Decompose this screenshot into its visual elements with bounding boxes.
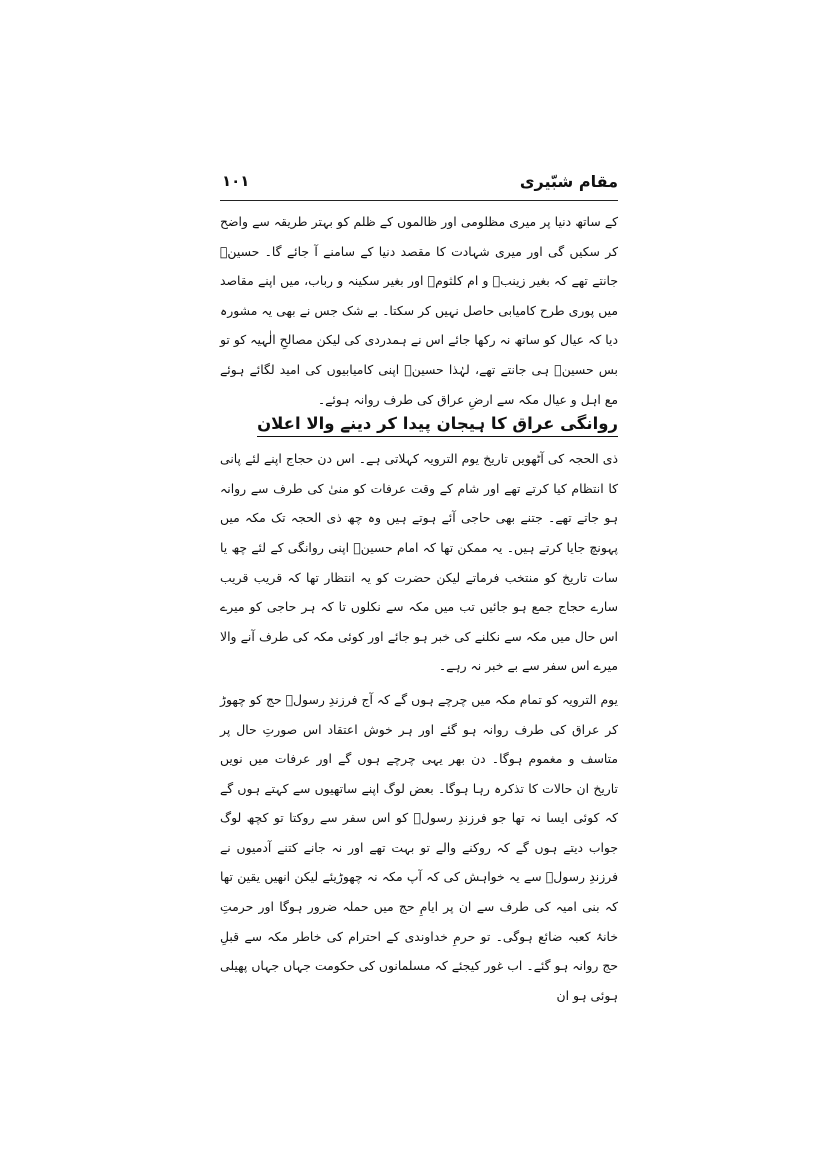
- paragraph-intro: کے ساتھ دنیا پر میری مظلومی اور ظالموں کے ظلم کو بہتر طریقہ سے واضح کر سکیں گی اور میری شہادت کا مقصد دنیا کے سامنے آ جائے گا۔ حسینؑ جانتے تھے کہ بغیر زینبؑ و ام کلثومؑ اور بغیر سکینہ و رباب، میں اپنے مقاصد میں پوری طرح کامیابی حاصل نہیں کر سکتا۔ بے شک جس نے بھی یہ مشورہ دیا کہ عیال کو ساتھ نہ رکھا جائے اس نے ہمدردی کی لیکن مصالحِ الٰہیہ کو تو بس حسینؑ ہی جانتے تھے، لہٰذا حسینؑ اپنی کامیابیوں کی امید لگائے ہوئے مع اہل و عیال مکہ سے ارضِ عراق کی طرف روانہ ہوئے۔: [220, 214, 618, 407]
- section-heading: [220, 410, 618, 438]
- paragraph-yaum-tarwiyah: ذی الحجہ کی آٹھویں تاریخ یوم الترویہ کہلاتی ہے۔ اس دن حجاج اپنے لئے پانی کا انتظام کیا کرتے تھے اور شام کے وقت عرفات کو منیٰ کی طرف سے روانہ ہو جاتے تھے۔ جتنے بھی حاجی آئے ہوتے ہیں وہ چھ ذی الحجہ تک مکہ میں پہونچ جایا کرتے ہیں۔ یہ ممکن تھا کہ امام حسینؑ اپنی روانگی کے لئے چھ یا سات تاریخ کو منتخب فرماتے لیکن حضرت کو یہ انتظار تھا کہ قریب قریب سارے حجاج جمع ہو جائیں تب میں مکہ سے نکلوں تا کہ ہر حاجی کو میرے اس حال میں مکہ سے نکلنے کی خبر ہو جائے اور کوئی مکہ کی طرف آنے والا میرے اس سفر سے بے خبر نہ رہے۔: [220, 451, 618, 674]
- page-header: [220, 172, 618, 198]
- paragraph-departure: یوم الترویہ کو تمام مکہ میں چرچے ہوں گے کہ آج فرزندِ رسولؐ حج کو چھوڑ کر عراق کی طرف روانہ ہو گئے اور ہر خوش اعتقاد اس صورتِ حال پر متاسف و مغموم ہوگا۔ دن بھر یہی چرچے ہوں گے اور عرفات میں نویں تاریخ ان حالات کا تذکرہ رہا ہوگا۔ بعض لوگ اپنے ساتھیوں سے کہتے ہوں گے کہ کوئی ایسا نہ تھا جو فرزندِ رسولؐ کو اس سفر سے روکتا تو کچھ لوگ جواب دیتے ہوں گے کہ روکنے والے تو بہت تھے اور نہ جانے کتنے آدمیوں نے فرزندِ رسولؐ سے یہ خواہش کی کہ آپ مکہ نہ چھوڑیئے لیکن انھیں یقین تھا کہ بنی امیہ کی طرف سے ان پر ایامِ حج میں حملہ ضرور ہوگا اور حرمتِ خانۂ کعبہ ضائع ہوگی۔ تو حرمِ خداوندی کے احترام کی خاطر مکہ سے قبلِ حج روانہ ہو گئے۔ اب غور کیجئے کہ مسلمانوں کی حکومت جہاں جہاں پھیلی ہوئی ہو ان: [220, 691, 618, 1003]
- header-divider: [220, 200, 618, 201]
- section-heading-text: روانگی عراق کا ہیجان پیدا کر دینے والا اعلان: [257, 414, 618, 437]
- running-title: مقام شبّیری: [519, 172, 618, 191]
- page-number: ۱۰۱: [222, 172, 250, 190]
- page-body: [220, 207, 618, 1010]
